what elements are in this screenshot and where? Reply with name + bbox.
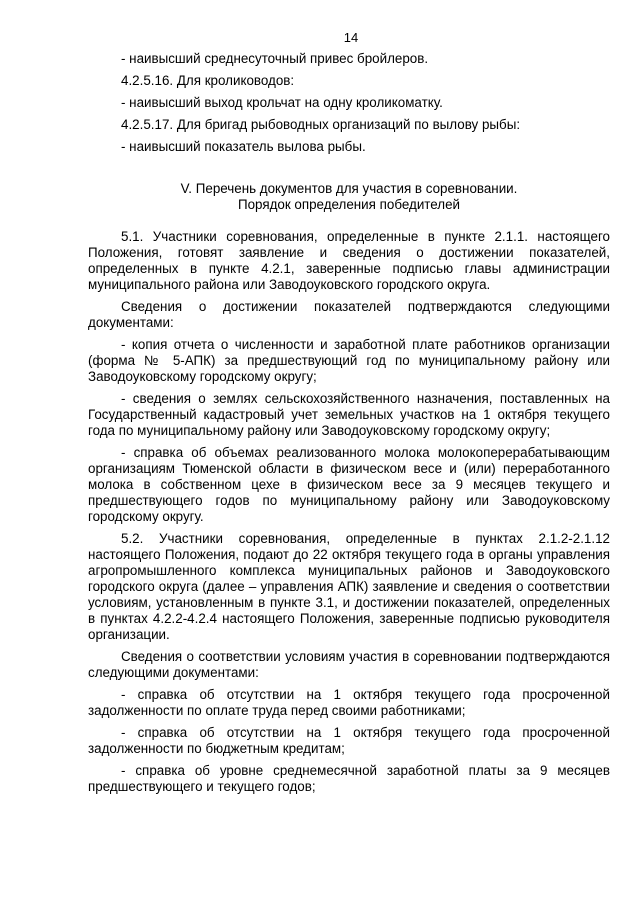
list-item: - наивысший среднесуточный привес бройлеров. xyxy=(121,51,429,66)
paragraph: - копия отчета о численности и заработной плате работников организации (форма № 5-АПК) за предшествующий год по муниципальному району или Заводоуковскому городскому округу; xyxy=(88,337,610,384)
paragraph: - сведения о землях сельскохозяйственного назначения, поставленных на Государственный кадастровый учет земельных участков на 1 октября текущего года по муниципальному району или Заводоуковскому городскому округу; xyxy=(88,391,610,438)
list-item: 4.2.5.16. Для кролиководов: xyxy=(121,73,295,88)
section-title xyxy=(88,181,610,213)
paragraph: - справка об уровне среднемесячной заработной платы за 9 месяцев предшествующего и текущего годов; xyxy=(88,763,610,794)
paragraph: Сведения о достижении показателей подтверждаются следующими документами: xyxy=(88,299,610,330)
section-title-line2: Порядок определения победителей xyxy=(237,197,461,212)
list-item: - наивысший показатель вылова рыбы. xyxy=(121,139,366,154)
paragraph: - справка об отсутствии на 1 октября текущего года просроченной задолженности по бюджетным кредитам; xyxy=(88,725,610,756)
paragraph: Сведения о соответствии условиям участия в соревновании подтверждаются следующими документами: xyxy=(88,649,610,680)
page-number: 14 xyxy=(343,30,359,45)
paragraph: - справка об отсутствии на 1 октября текущего года просроченной задолженности по оплате труда перед своими работниками; xyxy=(88,687,610,718)
paragraph: 5.1. Участники соревнования, определенные в пункте 2.1.1. настоящего Положения, готовят заявление и сведения о достижении показателей, определенных в пункте 4.2.1, заверенные подписью главы администрации муниципального района или Заводоуковского городского округа. xyxy=(88,229,610,292)
list-item: - наивысший выход крольчат на одну кроликоматку. xyxy=(121,95,443,110)
list-item: 4.2.5.17. Для бригад рыбоводных организаций по вылову рыбы: xyxy=(121,117,521,132)
paragraph: - справка об объемах реализованного молока молокоперерабатывающим организациям Тюменской области в физическом весе и (или) переработанного молока в собственном цехе в физическом весе за 9 месяцев текущего и предшествующего годов по муниципальному району или Заводоуковскому городскому округу. xyxy=(88,445,610,524)
section-title-line1: V. Перечень документов для участия в соревновании. xyxy=(180,181,518,196)
document-page xyxy=(88,30,610,801)
paragraph: 5.2. Участники соревнования, определенные в пунктах 2.1.2-2.1.12 настоящего Положения, подают до 22 октября текущего года в органы управления агропромышленного комплекса муниципальных районов и Заводоуковского городского округа (далее – управления АПК) заявление и сведения о соответствии условиям, установленным в пункте 3.1, и достижении показателей, определенных в пунктах 4.2.2-4.2.4 настоящего Положения, заверенные подписью руководителя организации. xyxy=(88,531,610,642)
